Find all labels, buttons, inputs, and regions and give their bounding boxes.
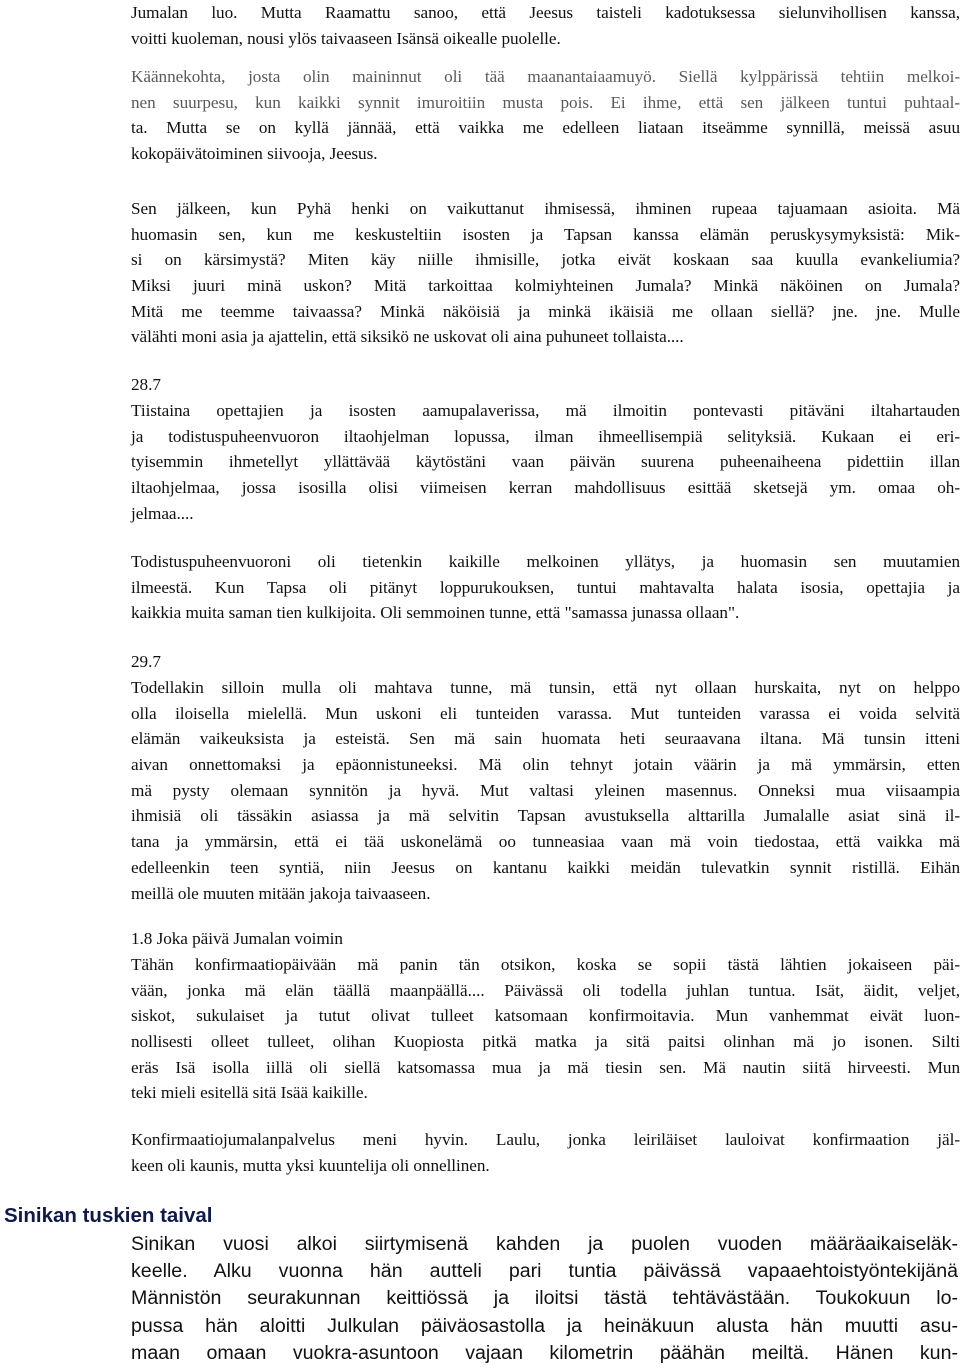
text-line: olla iloisella mielellä. Mun uskoni eli tunteiden varassa. Mut tunteiden varassa ei voida selvitä xyxy=(131,703,960,723)
text-line: välähti moni asia ja ajattelin, että siksikö ne uskovat oli aina puhuneet tollaista.... xyxy=(131,327,684,347)
date-label: 29.7 xyxy=(131,652,161,671)
paragraph-continuation xyxy=(131,0,960,51)
text-line: iltaohjelmaa, jossa isosilla olisi viimeisen kerran mahdollisuus esittää sketsejä ym. omaa oh- xyxy=(131,478,960,498)
text-line: vään, jonka mä elän täällä maanpäällä.... Päivässä oli todella juhlan tuntua. Isät, äidit, veljet, xyxy=(131,980,960,1000)
text-line: voitti kuoleman, nousi ylös taivaaseen Isänsä oikealle puolelle. xyxy=(131,28,561,48)
text-line: meillä ole muuten mitään jakoja taivaaseen. xyxy=(131,883,431,903)
text-line: si on kärsimystä? Miten käy niille ihmisille, jotka eivät koskaan saa kuulla evankeliumia? xyxy=(131,250,960,270)
text-line: eräs Isä isolla iillä oli siellä katsomassa mua ja mä tiesin sen. Mä nautin siitä hirveesti. Mun xyxy=(131,1057,960,1077)
text-line: ihmisiä oli tässäkin asiassa ja mä selvitin Tapsan avustuksella alttarilla Jumalalle asiat sinä il- xyxy=(131,806,960,826)
text-line: kaikkia muita saman tien kulkijoita. Oli semmoinen tunne, että "samassa junassa ollaan". xyxy=(131,603,740,623)
date-heading-29-7 xyxy=(131,649,960,675)
text-line: huomasin sen, kun me keskusteltiin isosten ja Tapsan kanssa elämän peruskysymyksistä: Mik- xyxy=(131,224,960,244)
text-line: Jumalan luo. Mutta Raamattu sanoo, että Jeesus taisteli kadotuksessa sielunvihollisen kanssa, xyxy=(131,3,960,22)
section-title: 1.8 Joka päivä Jumalan voimin xyxy=(131,929,343,948)
paragraph-tuesday xyxy=(131,398,960,526)
text-line: ta. Mutta se on kyllä jännää, että vaikka me edelleen liataan itseämme synnillä, meissä asuu xyxy=(131,118,960,138)
text-line: siskot, sukulaiset ja tutut olivat tulleet katsomaan konfirmoitavia. Mun vanhemmat eivät luon- xyxy=(131,1006,960,1026)
text-line: nollisesti olleet tulleet, olihan Kuopiosta pitkä matka ja sitä paitsi olinhan mä jo isonen. Silti xyxy=(131,1032,960,1052)
text-line: Männistön seurakunnan keittiössä ja iloitsi tästä tehtävästään. Toukokuun lo- xyxy=(131,1287,958,1310)
text-line: Sen jälkeen, kun Pyhä henki on vaikuttanut ihmisessä, ihminen rupeaa tajuamaan asioita. Mä xyxy=(131,199,960,218)
text-line: teki mieli esitellä sitä Isää kaikille. xyxy=(131,1083,368,1103)
text-line: Tähän konfirmaatiopäivään mä panin tän otsikon, koska se sopii tästä lähtien jokaiseen päi- xyxy=(131,955,960,974)
text-line: Todistuspuheenvuoroni oli tietenkin kaikille melkoinen yllätys, ja huomasin sen muutamien xyxy=(131,552,960,571)
text-line: tana ja ymmärsin, että ei tää uskonelämä oo tunneasiaa vaan mä voin tiedostaa, että vaikka mä xyxy=(131,832,960,852)
paragraph-holy-spirit xyxy=(131,196,960,350)
paragraph-testimony xyxy=(131,549,960,626)
text-line: mä pysty olemaan synnitön ja hyvä. Mut valtasi yleinen masennus. Onneksi mua viisaampia xyxy=(131,780,960,800)
text-line: Käännekohta, josta olin maininnut oli tää maanantaiaamuyö. Siellä kylppärissä tehtiin melkoi- xyxy=(131,67,960,86)
date-heading-28-7 xyxy=(131,372,960,398)
text-line: aivan onnettomaksi ja epäonnistuneeksi. Mä olin tehnyt jotain väärin ja mä ymmärsin, etten xyxy=(131,755,960,775)
text-line: Miksi juuri minä uskon? Mitä tarkoittaa kolmiyhteinen Jumala? Minkä näköinen on Jumala? xyxy=(131,276,960,296)
section-heading-sinikka: Sinikan tuskien taival xyxy=(4,1204,213,1227)
section-title-1-8 xyxy=(131,926,960,952)
text-line: ja todistuspuheenvuoron iltaohjelman lopussa, ilman ihmeellisempiä selityksiä. Kukaan ei eri- xyxy=(131,426,960,446)
text-line: tyisemmin ihmetellyt yllättävää käytöstäni vaan päivän suurena puheenaiheena pidettiin illan xyxy=(131,452,960,472)
paragraph-sinikka xyxy=(131,1231,958,1367)
text-line: Sinikan vuosi alkoi siirtymisenä kahden ja puolen vuoden määräaikaiseläk- xyxy=(131,1233,958,1255)
paragraph-really xyxy=(131,675,960,906)
text-line: pussa hän aloitti Julkulan päiväosastolla ja heinäkuun alusta hän muutti asu- xyxy=(131,1314,958,1337)
text-line: elämän vaikeuksista ja esteistä. Sen mä sain huomata heti seuraavana iltana. Mä tunsin itteni xyxy=(131,729,960,749)
text-line: kokopäivätoiminen siivooja, Jeesus. xyxy=(131,144,378,164)
text-line: keelle. Alku vuonna hän autteli pari tuntia päivässä vapaaehtoistyöntekijänä xyxy=(131,1260,958,1283)
text-line: keen oli kaunis, mutta yksi kuuntelija oli onnellinen. xyxy=(131,1155,490,1175)
text-line: maan omaan vuokra-asuntoon vajaan kilometrin päähän meiltä. Hänen kun- xyxy=(131,1341,958,1364)
date-label: 28.7 xyxy=(131,375,161,394)
text-line: ilmeestä. Kun Tapsa oli pitänyt loppurukouksen, tuntui mahtavalta halata isosia, opettajia ja xyxy=(131,577,960,597)
text-line: Tiistaina opettajien ja isosten aamupalaverissa, mä ilmoitin pontevasti pitäväni iltahartauden xyxy=(131,401,960,420)
paragraph-confirmation-day xyxy=(131,952,960,1106)
paragraph-turning-point xyxy=(131,64,960,167)
text-line: Todellakin silloin mulla oli mahtava tunne, mä tunsin, että nyt ollaan hurskaita, nyt on helppo xyxy=(131,678,960,697)
text-line: Konfirmaatiojumalanpalvelus meni hyvin. Laulu, jonka leiriläiset lauloivat konfirmaation jäl- xyxy=(131,1130,960,1149)
paragraph-service xyxy=(131,1127,960,1178)
text-line: nen suurpesu, kun kaikki synnit imuroitiin musta pois. Ei ihme, että sen jälkeen tuntui puhtaal- xyxy=(131,92,960,112)
text-line: edelleenkin teen syntiä, niin Jeesus on kantanu kaikki meidän tulevatkin synnit ristillä. Eihän xyxy=(131,857,960,877)
text-line: Mitä me teemme taivaassa? Minkä näköisiä ja minkä ikäisiä me ollaan siellä? jne. jne. Mulle xyxy=(131,301,960,321)
text-line: jelmaa.... xyxy=(131,503,194,523)
